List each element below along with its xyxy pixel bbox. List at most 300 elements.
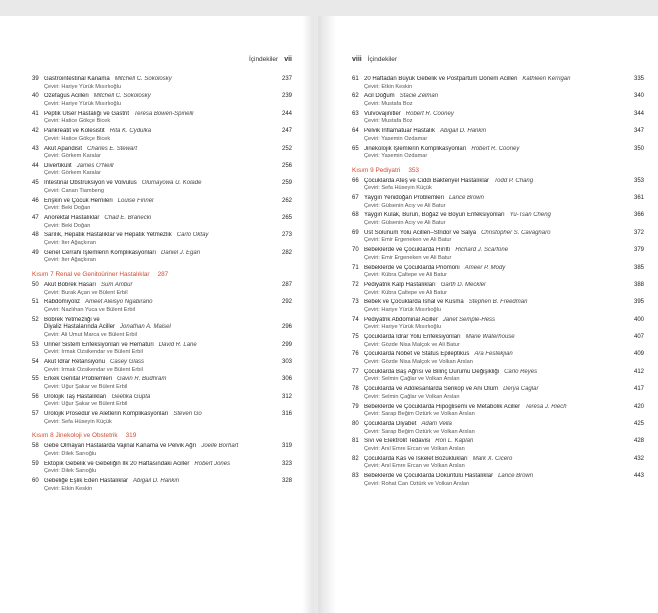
- toc-entry: [32, 282, 292, 297]
- running-header: [352, 54, 644, 66]
- entry-main-line: [32, 443, 292, 451]
- chapter-page-number: 372: [633, 229, 644, 236]
- part-heading: [352, 167, 644, 175]
- chapter-number: 46: [32, 197, 39, 204]
- toc-entry: [32, 146, 292, 161]
- chapter-title-line: [364, 195, 628, 203]
- toc-body: [32, 76, 292, 493]
- chapter-author: Carlo Oktay: [176, 232, 209, 239]
- chapter-page-number: 340: [633, 93, 644, 100]
- toc-entry: [32, 342, 292, 357]
- translator-credit: Çeviri: Anıl Emre Ercan ve Volkan Arslan: [364, 463, 465, 470]
- chapter-title: Çocuklarda Kas ve İskelet Bozuklukları: [364, 455, 468, 462]
- entry-main-line: [352, 334, 644, 342]
- chapter-title-line: [44, 299, 276, 307]
- chapter-title: Akut Böbrek Hasarı: [44, 281, 97, 288]
- chapter-author: Ron L. Kaplan: [435, 438, 474, 445]
- chapter-title-line: [364, 265, 628, 273]
- entry-main-line: [32, 163, 292, 171]
- chapter-author: Garth D. Meckler: [440, 281, 487, 288]
- chapter-title: Gastrointestinal Kanama: [44, 76, 110, 82]
- chapter-author: Richard J. Scarfone: [455, 247, 509, 254]
- toc-entry: [32, 299, 292, 314]
- chapter-number: 77: [352, 368, 359, 375]
- chapter-title-line: [44, 93, 276, 101]
- chapter-number: 45: [32, 180, 39, 187]
- chapter-author: Kathleen Kerrigan: [522, 76, 571, 82]
- toc-entry: [352, 247, 644, 262]
- translator-credit: Çeviri: Ali Umut Marca ve Bülent Erbil: [44, 331, 137, 338]
- entry-main-line: [32, 478, 292, 486]
- chapter-author: David R. Lane: [158, 341, 197, 348]
- toc-entry: [32, 215, 292, 230]
- chapter-number: 50: [32, 281, 39, 288]
- chapter-title-line: [364, 334, 628, 342]
- translator-credit: Çeviri: Selmin Çağlar ve Volkan Arslan: [364, 393, 460, 400]
- chapter-title: Bebeklerde ve Çocuklarda Hipoglisemi ve Metabolik Aciller: [364, 403, 521, 410]
- running-header: [32, 54, 292, 66]
- chapter-author: James O'Neill: [76, 162, 114, 169]
- toc-entry: [352, 212, 644, 227]
- chapter-title-line: [364, 247, 628, 255]
- translator-credit: Çeviri: Sarap Beğim Öztürk ve Volkan Arslan: [364, 411, 475, 418]
- toc-entry: [352, 195, 644, 210]
- toc-entry: [352, 282, 644, 297]
- chapter-title: Pankreatit ve Kolesistit: [44, 128, 105, 135]
- chapter-number: 55: [32, 376, 39, 383]
- chapter-page-number: 420: [633, 403, 644, 410]
- part-title: Kısım 8 Jinekoloji ve Obstetrik: [32, 432, 118, 440]
- chapter-author: Lance Brown: [448, 195, 484, 202]
- header-title: İçindekiler: [367, 56, 397, 63]
- entry-main-line: [352, 404, 644, 412]
- translator-credit: Çeviri: Irmak Özsikendar ve Bülent Erbil: [44, 366, 143, 373]
- entry-main-line: [32, 282, 292, 290]
- chapter-number: 79: [352, 403, 359, 410]
- chapter-title-line: [44, 180, 276, 188]
- chapter-number: 41: [32, 110, 39, 117]
- entry-main-line: [32, 250, 292, 258]
- translator-credit: Çeviri: Gözde Nisa Malçok ve Ali Batur: [364, 341, 460, 348]
- toc-entry: [352, 299, 644, 314]
- chapter-author: Sum Ambur: [101, 281, 133, 288]
- translator-credit: Çeviri: Görkem Karalar: [44, 170, 101, 177]
- chapter-page-number: 350: [633, 145, 644, 152]
- chapter-title-line: [44, 198, 276, 206]
- chapter-number: 43: [32, 145, 39, 152]
- chapter-page-number: 388: [633, 281, 644, 288]
- entry-main-line: [352, 282, 644, 290]
- chapter-page-number: 395: [633, 299, 644, 306]
- right-page: [318, 16, 658, 613]
- chapter-author: Stephen B. Freedman: [468, 299, 528, 306]
- chapter-title: Acil Doğum: [364, 93, 395, 100]
- chapter-title-line: [364, 369, 628, 377]
- chapter-title-line: [364, 351, 628, 359]
- translator-credit: Çeviri: Etkin Keskin: [44, 485, 93, 492]
- toc-entry: [32, 359, 292, 374]
- entry-main-line: [32, 76, 292, 84]
- chapter-title: Pelvik İnflamatuar Hastalık: [364, 128, 436, 135]
- chapter-title-line: [44, 478, 276, 486]
- chapter-number: 47: [32, 215, 39, 221]
- entry-main-line: [32, 376, 292, 384]
- chapter-title-line: [44, 376, 276, 384]
- translator-credit: Çeviri: Hariye Yürük Mısırlıoğlu: [364, 306, 441, 313]
- chapter-number: 54: [32, 359, 39, 366]
- chapter-author: Robert Jones: [194, 460, 231, 467]
- chapter-number: 75: [352, 334, 359, 341]
- entry-main-line: [352, 195, 644, 203]
- chapter-page-number: 366: [633, 212, 644, 219]
- chapter-author: Jonathan A. Maisel: [120, 324, 171, 331]
- chapter-title-line: [44, 163, 276, 171]
- entry-main-line: [32, 342, 292, 350]
- chapter-page-number: 407: [633, 334, 644, 341]
- chapter-page-number: 425: [633, 420, 644, 427]
- toc-entry: [352, 230, 644, 245]
- chapter-title-line: [364, 178, 628, 186]
- chapter-number: 76: [352, 351, 359, 358]
- chapter-page-number: 247: [281, 128, 292, 135]
- translator-credit: Çeviri: Rohat Can Öztürk ve Volkan Arslan: [364, 480, 470, 487]
- part-title: Kısım 7 Renal ve Genitoüriner Hastalıklar: [32, 270, 150, 278]
- chapter-title: 20 Haftadan Büyük Gebelik ve Postpartum Dönem Acilleri: [364, 76, 518, 82]
- chapter-title-line: [364, 456, 628, 464]
- translator-credit: Çeviri: Hariye Yürük Mısırlıoğlu: [44, 83, 121, 90]
- chapter-author: Stacie Zelman: [399, 93, 439, 100]
- chapter-title: Bebeklerde ve Çocuklarda Döküntülü Hastalıklar: [364, 473, 494, 480]
- chapter-author: Charles E. Stewart: [87, 145, 138, 152]
- chapter-title-line: [44, 443, 276, 451]
- chapter-number: 82: [352, 455, 359, 462]
- chapter-page-number: 265: [281, 215, 292, 221]
- chapter-number: 57: [32, 411, 39, 418]
- translator-credit: Çeviri: Emir Ergeneken ve Ali Batur: [364, 237, 452, 244]
- chapter-number: 44: [32, 162, 39, 169]
- entry-main-line: [32, 128, 292, 136]
- chapter-author: Casey Glass: [110, 359, 145, 366]
- chapter-author: Janet Semple-Hess: [442, 316, 496, 323]
- chapter-author: Adam Vella: [421, 420, 452, 427]
- chapter-author: Christopher S. Cavagnaro: [481, 229, 551, 236]
- chapter-page-number: 335: [633, 76, 644, 82]
- translator-credit: Çeviri: Hariye Yürük Mısırlıoğlu: [364, 324, 441, 331]
- chapter-page-number: 428: [633, 438, 644, 445]
- chapter-number: 69: [352, 229, 359, 236]
- chapter-title-line: [44, 215, 276, 223]
- toc-entry: [32, 461, 292, 476]
- chapter-author: Robert R. Cooney: [471, 145, 520, 152]
- chapter-number: 64: [352, 128, 359, 135]
- toc-entry: [32, 394, 292, 409]
- chapter-number: 61: [352, 76, 359, 82]
- translator-credit: Çeviri: Hatice Gökçe Bicek: [44, 118, 111, 125]
- toc-entry: [32, 198, 292, 213]
- chapter-author: Ara Festekjian: [474, 351, 513, 358]
- toc-body: [352, 76, 644, 488]
- chapter-title-continued: Diyaliz Hastalarında Aciller: [44, 324, 116, 331]
- chapter-author: Rita K. Cydulka: [109, 128, 152, 135]
- entry-main-line: [352, 230, 644, 238]
- chapter-number: 52: [32, 316, 39, 323]
- chapter-title: Vulvovajinitler: [364, 110, 401, 117]
- chapter-title-line: [44, 342, 276, 350]
- entry-main-line: [32, 198, 292, 206]
- chapter-author: Steven Go: [173, 411, 202, 418]
- chapter-title-line: [364, 128, 628, 136]
- chapter-page-number: 347: [633, 128, 644, 135]
- translator-credit: Çeviri: Yasemin Özdamar: [364, 153, 428, 160]
- entry-main-line: [352, 178, 644, 186]
- chapter-author: Marie Waterhouse: [465, 334, 515, 341]
- header-title: İçindekiler: [248, 56, 279, 63]
- entry-main-line: [32, 317, 292, 325]
- chapter-title: Pediyatrik Kalp Hastalıkları: [364, 281, 436, 288]
- chapter-title: Ektopik Gebelik ve Gebeliğin İlk 20 Haftasındaki Aciller: [44, 460, 190, 467]
- chapter-page-number: 432: [633, 455, 644, 462]
- chapter-title: Jinekolojik İşlemlerin Komplikasyonları: [364, 145, 467, 152]
- toc-entry: [32, 317, 292, 340]
- toc-entry: [352, 265, 644, 280]
- chapter-number: 48: [32, 232, 39, 239]
- translator-credit: Çeviri: Dilek Sarıoğlu: [44, 468, 97, 475]
- chapter-number: 73: [352, 299, 359, 306]
- part-heading: [32, 432, 292, 440]
- chapter-title: Ürolojik Taş Hastalıkları: [44, 393, 107, 400]
- chapter-number: 56: [32, 393, 39, 400]
- translator-credit: Çeviri: Hariye Yürük Mısırlıoğlu: [44, 100, 121, 107]
- toc-entry: [352, 369, 644, 384]
- chapter-page-number: 316: [281, 411, 292, 418]
- toc-entry: [352, 421, 644, 436]
- translator-credit: Çeviri: Uğur Şakar ve Bülent Erbil: [44, 401, 128, 408]
- chapter-title: Sarılık, Hepatik Hastalıklar ve Hepatik Yetmezlik: [44, 232, 172, 239]
- chapter-number: 66: [352, 177, 359, 184]
- chapter-page-number: 353: [633, 177, 644, 184]
- translator-credit: Çeviri: Irmak Özsikendar ve Bülent Erbil: [44, 349, 143, 356]
- chapter-title: Akut Apandisit: [44, 145, 83, 152]
- chapter-title: Bebeklerde ve Çocuklarda Hırıltı: [364, 247, 451, 254]
- chapter-title-line: [364, 386, 628, 394]
- translator-credit: Çeviri: Etkin Keskin: [364, 83, 413, 90]
- entry-main-line: [352, 128, 644, 136]
- chapter-title: Divertikülit: [44, 162, 72, 169]
- chapter-title: Gebeliğe Eşlik Eden Hastalıklar: [44, 478, 129, 485]
- chapter-number: 63: [352, 110, 359, 117]
- toc-entry: [32, 180, 292, 195]
- chapter-author: Louise Finnel: [117, 197, 154, 204]
- translator-credit: Çeviri: Sefa Hüseyin Küçük: [364, 185, 432, 192]
- toc-entry: [352, 351, 644, 366]
- translator-credit: Çeviri: Nazlıhan Yuca ve Bülent Erbil: [44, 306, 135, 313]
- translator-credit: Çeviri: Selmin Çağlar ve Volkan Arslan: [364, 376, 460, 383]
- chapter-title: Çocuklarda Diyabet: [364, 420, 417, 427]
- translator-credit: Çeviri: Mustafa Boz: [364, 100, 413, 107]
- part-page-number: 319: [125, 432, 137, 440]
- chapter-title-line: [44, 146, 276, 154]
- chapter-author: Abigail D. Hankin: [133, 478, 180, 485]
- translator-credit: Çeviri: Canan Tiambeng: [44, 187, 105, 194]
- entry-main-line: [352, 93, 644, 101]
- entry-main-line: [32, 146, 292, 154]
- entry-main-line: [32, 111, 292, 119]
- translator-credit: Çeviri: Mustafa Boz: [364, 118, 413, 125]
- chapter-number: 49: [32, 249, 39, 256]
- toc-entry: [32, 93, 292, 108]
- chapter-title-line: [364, 212, 628, 220]
- chapter-author: Chad E. Branecki: [104, 215, 152, 221]
- chapter-title-line: [44, 282, 276, 290]
- part-page-number: 353: [408, 166, 419, 174]
- chapter-author: Geetika Gupta: [111, 393, 151, 400]
- toc-entry: [352, 146, 644, 161]
- part-heading: [32, 271, 292, 279]
- toc-entry: [32, 128, 292, 143]
- toc-entry: [352, 128, 644, 143]
- chapter-page-number: 282: [281, 249, 292, 256]
- chapter-title: Rabdomiyoliz: [44, 299, 81, 306]
- chapter-number: 62: [352, 93, 359, 100]
- header-page-number: vii: [284, 56, 292, 63]
- entry-main-line: [32, 411, 292, 419]
- chapter-title: Akut İdrar Retansiyonu: [44, 359, 106, 366]
- chapter-title-continued-line: [32, 324, 292, 332]
- entry-main-line: [352, 438, 644, 446]
- chapter-title: Gebe Olmayan Hastalarda Vajinal Kanama ve Pelvik Ağrı: [44, 443, 197, 450]
- chapter-title-line: [364, 146, 628, 154]
- translator-credit: Çeviri: Anıl Emre Ercan ve Volkan Arslan: [364, 445, 465, 452]
- chapter-title: Yaygın Kulak, Burun, Boğaz ve Boyun Enfeksiyonları: [364, 212, 505, 219]
- entry-main-line: [352, 146, 644, 154]
- chapter-author: Teresa Bowen-Spinelli: [134, 110, 194, 117]
- chapter-page-number: 385: [633, 264, 644, 271]
- chapter-title: Çocuklarda Baş Ağrısı ve Bilinç Durumu Değişikliği: [364, 368, 500, 375]
- entry-main-line: [32, 359, 292, 367]
- chapter-author: Carlo Reyes: [504, 368, 538, 375]
- entry-main-line: [352, 299, 644, 307]
- translator-credit: Çeviri: Yasemin Özdamar: [364, 135, 428, 142]
- chapter-title-line: [44, 394, 276, 402]
- entry-main-line: [32, 394, 292, 402]
- entry-main-line: [352, 456, 644, 464]
- chapter-page-number: 400: [633, 316, 644, 323]
- toc-entry: [32, 76, 292, 91]
- chapter-title-line: [44, 128, 276, 136]
- chapter-number: 58: [32, 443, 39, 450]
- chapter-page-number: 256: [281, 162, 292, 169]
- chapter-number: 70: [352, 247, 359, 254]
- toc-entry: [352, 76, 644, 91]
- chapter-page-number: 409: [633, 351, 644, 358]
- chapter-title: Çocuklarda Ateş ve Ciddi Bakteriyel Hastalıklar: [364, 177, 490, 184]
- translator-credit: Çeviri: Gözde Nisa Malçok ve Volkan Arslan: [364, 359, 473, 366]
- chapter-number: 53: [32, 341, 39, 348]
- entry-main-line: [352, 247, 644, 255]
- chapter-number: 51: [32, 299, 39, 306]
- chapter-title: Erişkin ve Çocuk Hernileri: [44, 197, 113, 204]
- chapter-title-line: [364, 76, 628, 84]
- entry-main-line: [32, 180, 292, 188]
- chapter-page-number: 323: [281, 460, 292, 467]
- chapter-title-line: [364, 421, 628, 429]
- translator-credit: Çeviri: Gülsenin Acıy ve Ali Batur: [364, 220, 446, 227]
- toc-entry: [32, 111, 292, 126]
- chapter-page-number: 312: [281, 393, 292, 400]
- chapter-title: Üriner Sistem Enfeksiyonları ve Hematüri: [44, 341, 154, 348]
- translator-credit: Çeviri: Beki Doğan: [44, 205, 91, 212]
- chapter-author: Yu-Tsan Cheng: [509, 212, 551, 219]
- chapter-number: 78: [352, 386, 359, 393]
- chapter-number: 40: [32, 93, 39, 100]
- chapter-title-line: [364, 111, 628, 119]
- toc-entry: [352, 334, 644, 349]
- chapter-title-line: [44, 461, 276, 469]
- chapter-title-line: [44, 111, 276, 119]
- entry-main-line: [352, 351, 644, 359]
- toc-entry: [352, 404, 644, 419]
- entry-main-line: [352, 76, 644, 84]
- chapter-title: Erkek Genital Problemleri: [44, 376, 113, 383]
- chapter-number: 71: [352, 264, 359, 271]
- translator-credit: Çeviri: Gülsenin Acıy ve Ali Batur: [364, 202, 446, 209]
- translator-credit: Çeviri: İter Ağaçkıran: [44, 239, 96, 246]
- chapter-title: Böbrek Yetmezliği ve: [44, 316, 100, 323]
- chapter-author: Joelle Borhart: [201, 443, 239, 450]
- entry-main-line: [352, 369, 644, 377]
- translator-credit: Çeviri: Görkem Karalar: [44, 153, 101, 160]
- translator-credit: Çeviri: Burak Açan ve Bülent Erbil: [44, 289, 128, 296]
- toc-entry: [352, 473, 644, 488]
- entry-main-line: [352, 386, 644, 394]
- toc-entry: [352, 456, 644, 471]
- chapter-title-line: [364, 473, 628, 481]
- translator-credit: Çeviri: Hatice Gökçe Bicek: [44, 135, 111, 142]
- chapter-author: Ameet Aleisyo Ngabirano: [85, 299, 153, 306]
- entry-main-line: [352, 473, 644, 481]
- chapter-title-line: [44, 232, 276, 240]
- chapter-page-number: 239: [281, 93, 292, 100]
- chapter-page-number: 273: [281, 232, 292, 239]
- chapter-title-line: [364, 230, 628, 238]
- chapter-page-number: 306: [281, 376, 292, 383]
- chapter-author: Mitchell C. Sokolosky: [114, 76, 172, 82]
- translator-credit: Çeviri: Dilek Sarıoğlu: [44, 450, 97, 457]
- chapter-author: Abigail D. Hankin: [440, 128, 487, 135]
- chapter-number: 81: [352, 438, 359, 445]
- toc-entry: [352, 438, 644, 453]
- header-page-number: viii: [352, 56, 362, 63]
- chapter-title: İntestinal Obstrüksiyon ve Volvulus: [44, 180, 137, 187]
- chapter-title-line: [364, 299, 628, 307]
- chapter-title-line: [44, 76, 276, 84]
- chapter-page-number: 303: [281, 359, 292, 366]
- chapter-number: 42: [32, 128, 39, 135]
- translator-credit: Çeviri: Sarap Beğim Öztürk ve Volkan Arslan: [364, 428, 475, 435]
- chapter-author: Daniel J. Egan: [161, 249, 201, 256]
- chapter-number: 60: [32, 478, 39, 485]
- chapter-title: Ürolojik Prosedür ve Aletlerin Komplikasyonları: [44, 411, 169, 418]
- entry-main-line: [32, 299, 292, 307]
- chapter-page-number: 262: [281, 197, 292, 204]
- entry-main-line: [352, 421, 644, 429]
- translator-credit: Çeviri: Kübra Çaltepe ve Ali Batur: [364, 289, 448, 296]
- chapter-page-number: 299: [281, 341, 292, 348]
- chapter-title-line: [364, 93, 628, 101]
- chapter-author: Robert R. Cooney: [405, 110, 454, 117]
- entry-main-line: [32, 215, 292, 223]
- chapter-title: Yaygın Yenidoğan Problemleri: [364, 195, 444, 202]
